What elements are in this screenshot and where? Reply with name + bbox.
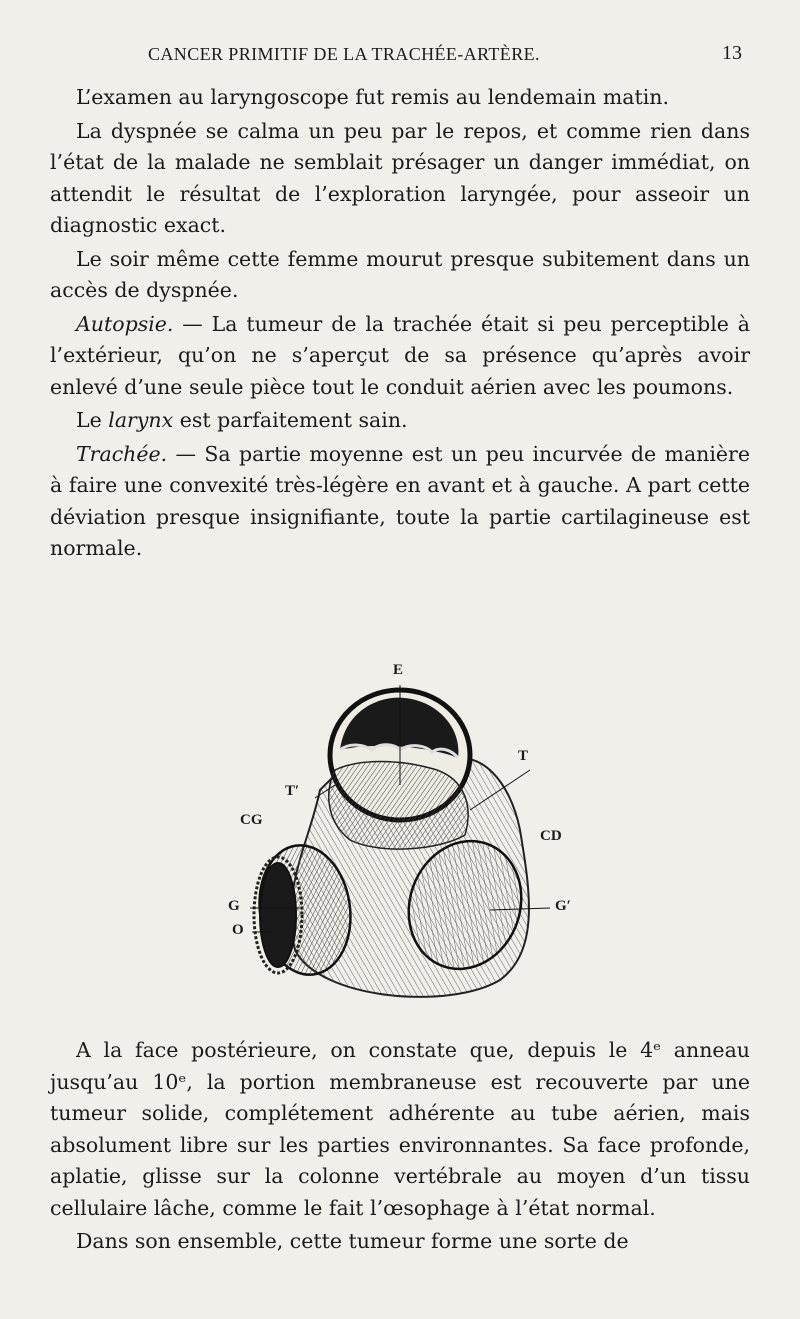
tumour-upper [329,762,468,850]
left-orifice [260,863,296,967]
figure-label-O: O [232,922,244,938]
page-header [0,40,800,70]
paragraph: La dyspnée se calma un peu par le repos, et comme rien dans l’état de la malade ne semblait présager un danger immédiat, on attendit le résultat de l’exploration laryngée, pour asseoir un diagnostic exact. [50,118,750,237]
figure-label-T-prime: T′ [285,783,300,799]
figure-label-CD: CD [540,828,562,844]
text-block-bottom [50,1035,750,1260]
lead-autopsie: Autopsie. [76,311,174,336]
paragraph-trachee: Trachée. — Sa partie moyenne est un peu incurvée de manière à faire une convexité très-légère en avant et à gauche. A part cette déviation presque insignifiante, toute la partie cartilagineuse est normale. [50,441,750,560]
lead-larynx: larynx [108,408,174,432]
anatomical-figure [200,650,620,1025]
paragraph: Dans son ensemble, cette tumeur forme une sorte de [76,1229,629,1253]
paragraph-larynx: Le larynx est parfaitement sain. [76,408,408,432]
figure-label-G-prime: G′ [555,898,571,914]
running-title: CANCER PRIMITIF DE LA TRACHÉE-ARTÈRE. [148,44,540,64]
figure-label-T: T [518,748,529,764]
figure-label-E: E [393,662,404,678]
paragraph: L’examen au laryngoscope fut remis au lendemain matin. [76,85,670,109]
lead-trachee: Trachée. [76,441,168,466]
page-number: 13 [722,42,742,64]
paragraph-autopsie: Autopsie. — La tumeur de la trachée était si peu perceptible à l’extérieur, qu’on ne s’aperçut de sa présence qu’après avoir enlevé d’une seule pièce tout le conduit aérien avec les poumons. [50,311,750,399]
text-block-top [50,82,750,567]
paragraph: A la face postérieure, on constate que, depuis le 4ᵉ anneau jusqu’au 10ᵉ, la portion membraneuse est recouverte par une tumeur solide, complétement adhérente au tube aérien, mais absolument libre sur les parties environnantes. Sa face profonde, aplatie, glisse sur la colonne vertébrale au moyen d’un tissu cellulaire lâche, comme le fait l’œsophage à l’état normal. [50,1038,750,1220]
paragraph: Le soir même cette femme mourut presque subitement dans un accès de dyspnée. [50,246,750,302]
figure-label-G: G [228,898,240,914]
figure-label-CG: CG [240,812,263,828]
